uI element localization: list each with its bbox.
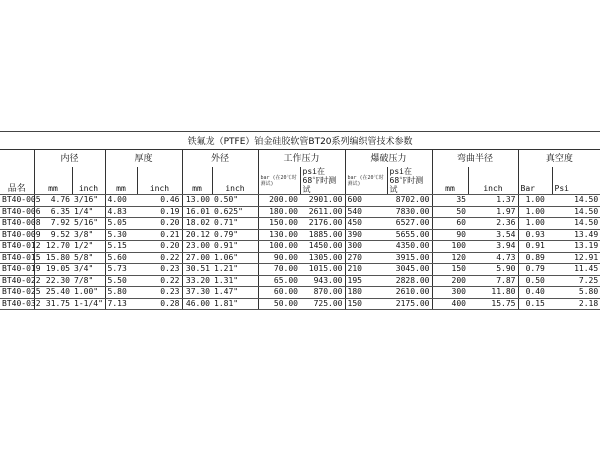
cell-bp-psi: 3045.00 (387, 264, 432, 276)
table-row (0, 287, 600, 299)
cell-br-inch: 2.36 (468, 218, 518, 230)
cell-wp-psi: 943.00 (300, 275, 345, 287)
cell-vac-bar: 0.91 (518, 241, 552, 253)
cell-od-mm: 20.12 (182, 229, 212, 241)
cell-th-mm: 5.73 (105, 264, 137, 276)
cell-bp-bar: 150 (345, 298, 387, 310)
cell-vac-psi: 13.19 (552, 241, 600, 253)
cell-th-inch: 0.23 (137, 264, 182, 276)
cell-od-inch: 0.50" (212, 195, 258, 207)
cell-id-mm: 7.92 (34, 218, 72, 230)
cell-id-mm: 25.40 (34, 287, 72, 299)
cell-th-inch: 0.21 (137, 229, 182, 241)
cell-od-mm: 46.00 (182, 298, 212, 310)
cell-vac-bar: 0.50 (518, 275, 552, 287)
cell-od-mm: 30.51 (182, 264, 212, 276)
sub-th-inch: inch (137, 167, 182, 195)
cell-product-name: BT40-005 (2, 195, 41, 205)
cell-od-mm: 13.00 (182, 195, 212, 207)
cell-id-mm: 15.80 (34, 252, 72, 264)
cell-od-inch: 1.21" (212, 264, 258, 276)
cell-bp-bar: 540 (345, 206, 387, 218)
cell-th-mm: 4.83 (105, 206, 137, 218)
cell-id-inch: 3/4" (72, 264, 105, 276)
cell-th-inch: 0.20 (137, 241, 182, 253)
cell-bp-bar: 210 (345, 264, 387, 276)
cell-wp-bar: 200.00 (258, 195, 300, 207)
cell-th-inch: 0.22 (137, 252, 182, 264)
sub-bp-psi: psi在68℉时测试 (387, 167, 432, 195)
cell-product-name: BT40-019 (2, 264, 41, 274)
cell-wp-bar: 180.00 (258, 206, 300, 218)
cell-vac-psi: 11.45 (552, 264, 600, 276)
cell-od-mm: 18.02 (182, 218, 212, 230)
header-burst-pressure: 爆破压力 (345, 150, 432, 168)
cell-od-mm: 23.00 (182, 241, 212, 253)
cell-th-inch: 0.19 (137, 206, 182, 218)
cell-br-inch: 1.97 (468, 206, 518, 218)
cell-wp-bar: 65.00 (258, 275, 300, 287)
cell-id-mm: 4.76 (34, 195, 72, 207)
sub-wp-psi: psi在68℉时测试 (300, 167, 345, 195)
cell-id-mm: 22.30 (34, 275, 72, 287)
cell-product-name: BT40-006 (2, 206, 41, 216)
cell-vac-bar: 0.40 (518, 287, 552, 299)
cell-br-inch: 11.80 (468, 287, 518, 299)
cell-wp-bar: 50.00 (258, 298, 300, 310)
cell-wp-bar: 150.00 (258, 218, 300, 230)
cell-bp-psi: 4350.00 (387, 241, 432, 253)
cell-product-name: BT40-008 (2, 218, 41, 228)
cell-product-name: BT40-032 (2, 298, 41, 308)
cell-br-mm: 100 (432, 241, 468, 253)
header-outer-diameter: 外径 (182, 150, 258, 168)
cell-br-inch: 1.37 (468, 195, 518, 207)
cell-wp-psi: 2611.00 (300, 206, 345, 218)
sub-bp-bar: bar (在20℃时测试) (345, 167, 387, 195)
cell-vac-psi: 14.50 (552, 206, 600, 218)
cell-id-mm: 12.70 (34, 241, 72, 253)
cell-od-inch: 0.71" (212, 218, 258, 230)
cell-product-name: BT40-015 (2, 252, 41, 262)
table-row (0, 264, 600, 276)
cell-wp-psi: 1885.00 (300, 229, 345, 241)
cell-th-inch: 0.46 (137, 195, 182, 207)
cell-wp-psi: 725.00 (300, 298, 345, 310)
sub-id-mm: mm (34, 167, 72, 195)
table-title: 铁氟龙（PTFE）铂金硅胶软管BT20系列编织管技术参数 (0, 135, 600, 150)
sub-vac-bar: Bar (518, 167, 552, 195)
table-row (0, 298, 600, 310)
cell-br-inch: 3.94 (468, 241, 518, 253)
header-bend-radius: 弯曲半径 (432, 150, 518, 168)
cell-vac-bar: 1.00 (518, 218, 552, 230)
cell-od-mm: 27.00 (182, 252, 212, 264)
cell-od-inch: 1.47" (212, 287, 258, 299)
cell-bp-bar: 450 (345, 218, 387, 230)
cell-th-mm: 7.13 (105, 298, 137, 310)
cell-bp-psi: 8702.00 (387, 195, 432, 207)
cell-product-name: BT40-025 (2, 287, 41, 297)
cell-od-mm: 33.20 (182, 275, 212, 287)
cell-bp-psi: 7830.00 (387, 206, 432, 218)
cell-vac-psi: 12.91 (552, 252, 600, 264)
cell-product-name: BT40-022 (2, 275, 41, 285)
cell-vac-bar: 0.89 (518, 252, 552, 264)
cell-br-mm: 300 (432, 287, 468, 299)
table-row (0, 218, 600, 230)
cell-th-mm: 5.30 (105, 229, 137, 241)
cell-od-inch: 1.31" (212, 275, 258, 287)
cell-wp-psi: 870.00 (300, 287, 345, 299)
cell-od-inch: 0.79" (212, 229, 258, 241)
table-row (0, 275, 600, 287)
cell-vac-psi: 13.49 (552, 229, 600, 241)
cell-id-inch: 1/4" (72, 206, 105, 218)
cell-th-mm: 5.80 (105, 287, 137, 299)
cell-bp-bar: 390 (345, 229, 387, 241)
cell-br-inch: 4.73 (468, 252, 518, 264)
cell-product-name: BT40-009 (2, 229, 41, 239)
header-working-pressure: 工作压力 (258, 150, 345, 168)
cell-th-inch: 0.20 (137, 218, 182, 230)
cell-id-inch: 5/8" (72, 252, 105, 264)
cell-wp-bar: 60.00 (258, 287, 300, 299)
cell-bp-psi: 2828.00 (387, 275, 432, 287)
cell-id-mm: 19.05 (34, 264, 72, 276)
table-row (0, 206, 600, 218)
cell-od-inch: 0.625" (212, 206, 258, 218)
cell-id-mm: 9.52 (34, 229, 72, 241)
cell-id-inch: 1/2" (72, 241, 105, 253)
table-row (0, 252, 600, 264)
cell-br-mm: 400 (432, 298, 468, 310)
cell-id-inch: 3/16" (72, 195, 105, 207)
cell-wp-bar: 130.00 (258, 229, 300, 241)
cell-wp-psi: 1305.00 (300, 252, 345, 264)
cell-br-mm: 200 (432, 275, 468, 287)
cell-od-mm: 37.30 (182, 287, 212, 299)
sub-vac-psi: Psi (552, 167, 600, 195)
cell-bp-bar: 270 (345, 252, 387, 264)
cell-br-mm: 50 (432, 206, 468, 218)
cell-th-mm: 5.60 (105, 252, 137, 264)
cell-vac-psi: 5.80 (552, 287, 600, 299)
sub-br-mm: mm (432, 167, 468, 195)
header-blank (0, 150, 34, 168)
cell-bp-bar: 600 (345, 195, 387, 207)
cell-id-inch: 5/16" (72, 218, 105, 230)
cell-th-inch: 0.28 (137, 298, 182, 310)
cell-id-inch: 7/8" (72, 275, 105, 287)
cell-br-mm: 150 (432, 264, 468, 276)
cell-br-inch: 5.90 (468, 264, 518, 276)
sub-od-inch: inch (212, 167, 258, 195)
header-vacuum: 真空度 (518, 150, 600, 168)
cell-vac-bar: 0.15 (518, 298, 552, 310)
header-thickness: 厚度 (105, 150, 182, 168)
cell-vac-bar: 1.00 (518, 195, 552, 207)
header-product-name: 品名 (0, 167, 34, 195)
cell-vac-psi: 2.18 (552, 298, 600, 310)
sub-od-mm: mm (182, 167, 212, 195)
cell-th-inch: 0.22 (137, 275, 182, 287)
cell-wp-bar: 100.00 (258, 241, 300, 253)
cell-bp-bar: 195 (345, 275, 387, 287)
cell-th-mm: 5.05 (105, 218, 137, 230)
cell-vac-bar: 0.79 (518, 264, 552, 276)
spec-table (0, 135, 600, 310)
cell-od-inch: 0.91" (212, 241, 258, 253)
cell-bp-bar: 300 (345, 241, 387, 253)
cell-br-inch: 15.75 (468, 298, 518, 310)
cell-id-inch: 1-1/4" (72, 298, 105, 310)
cell-bp-bar: 180 (345, 287, 387, 299)
table-row (0, 195, 600, 207)
cell-wp-psi: 2176.00 (300, 218, 345, 230)
cell-th-mm: 5.50 (105, 275, 137, 287)
cell-od-mm: 16.01 (182, 206, 212, 218)
table-top-border (0, 131, 600, 132)
cell-th-inch: 0.23 (137, 287, 182, 299)
cell-od-inch: 1.81" (212, 298, 258, 310)
cell-th-mm: 4.00 (105, 195, 137, 207)
cell-id-inch: 1.00" (72, 287, 105, 299)
sub-br-inch: inch (468, 167, 518, 195)
cell-wp-psi: 1015.00 (300, 264, 345, 276)
cell-br-mm: 35 (432, 195, 468, 207)
cell-vac-psi: 14.50 (552, 218, 600, 230)
cell-vac-bar: 0.93 (518, 229, 552, 241)
cell-br-inch: 3.54 (468, 229, 518, 241)
cell-product-name: BT40-012 (2, 241, 41, 251)
cell-id-mm: 31.75 (34, 298, 72, 310)
header-inner-diameter: 内径 (34, 150, 105, 168)
cell-bp-psi: 5655.00 (387, 229, 432, 241)
cell-vac-psi: 14.50 (552, 195, 600, 207)
cell-br-mm: 60 (432, 218, 468, 230)
cell-bp-psi: 2175.00 (387, 298, 432, 310)
cell-vac-psi: 7.25 (552, 275, 600, 287)
cell-od-inch: 1.06" (212, 252, 258, 264)
cell-bp-psi: 3915.00 (387, 252, 432, 264)
cell-br-mm: 120 (432, 252, 468, 264)
cell-bp-psi: 6527.00 (387, 218, 432, 230)
cell-br-mm: 90 (432, 229, 468, 241)
cell-wp-bar: 90.00 (258, 252, 300, 264)
cell-th-mm: 5.15 (105, 241, 137, 253)
cell-bp-psi: 2610.00 (387, 287, 432, 299)
sub-th-mm: mm (105, 167, 137, 195)
cell-wp-bar: 70.00 (258, 264, 300, 276)
table-row (0, 229, 600, 241)
table-row (0, 241, 600, 253)
sub-id-inch: inch (72, 167, 105, 195)
cell-vac-bar: 1.00 (518, 206, 552, 218)
cell-id-inch: 3/8" (72, 229, 105, 241)
sub-wp-bar: bar (在20℃时测试) (258, 167, 300, 195)
cell-wp-psi: 2901.00 (300, 195, 345, 207)
cell-wp-psi: 1450.00 (300, 241, 345, 253)
cell-id-mm: 6.35 (34, 206, 72, 218)
cell-br-inch: 7.87 (468, 275, 518, 287)
